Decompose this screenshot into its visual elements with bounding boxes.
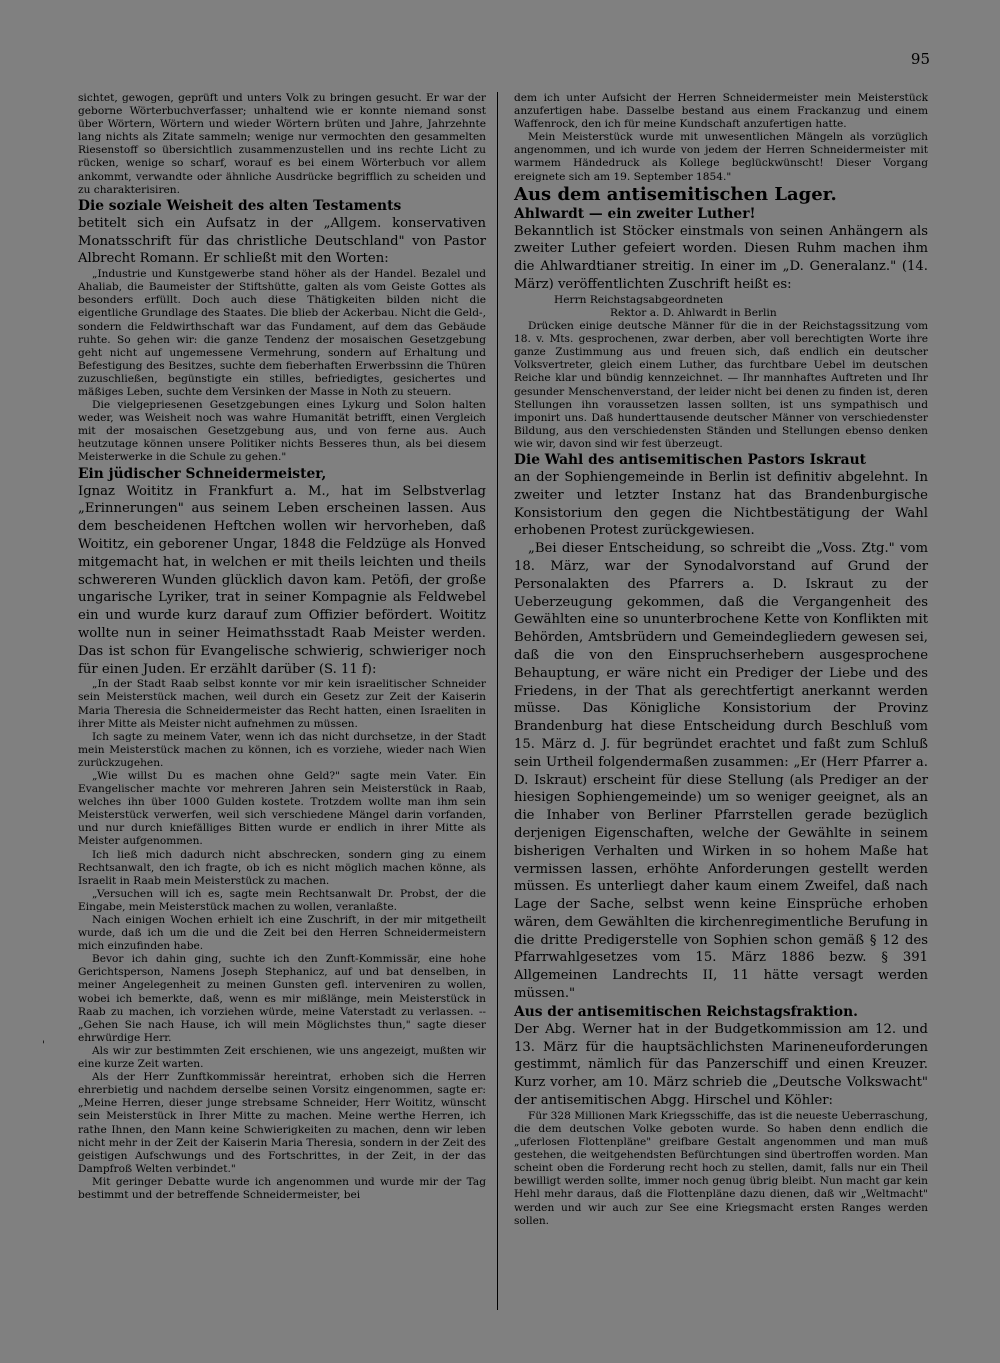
quote-paragraph: Als wir zur bestimmten Zeit erschienen, wie uns angezeigt, mußten wir eine kurze Zeit warten. <box>78 1044 486 1071</box>
quote-paragraph: „In der Stadt Raab selbst konnte vor mir kein israelitischer Schneider sein Meisterstück machen, weil durch ein Gesetz zur Zeit der Kaiserin Maria Theresia die Schneidermeister das Recht hatten, einen Israeliten in ihrer Mitte als Meister nicht aufnehmen zu müssen. <box>78 678 486 730</box>
quote-paragraph: „Industrie und Kunstgewerbe stand höher als der Handel. Bezalel und Ahaliab, die Baumeister der Stiftshütte, galten als vom Geiste Gottes als besonders erfüllt. Doch auch diese Thätigkeiten bilden nicht die eigentliche Grundlage des Staates. Die blieb der Ackerbau. Nicht die Geld-, sondern die Feldwirthschaft war das Fundament, auf dem das Gebäude ruhte. So gehen wir: die ganze Tendenz der mosaischen Gesetzgebung geht nicht auf ungemessene Vermehrung, sondern auf Erhaltung und Befestigung des Besitzes, suchte dem fieberhaften Erwerbssinn die Thüren zuzuschließen, begünstigte ein stilles, befriedigtes, gesichertes und mäßiges Leben, suchte dem Versinken der Masse in Noth zu steuern. <box>78 268 486 398</box>
margin-mark: ' <box>42 1040 45 1051</box>
quote-paragraph: Mein Meisterstück wurde mit unwesentlichen Mängeln als vorzüglich angenommen, und ich wurde von jedem der Herren Schneidermeister mit warmem Händedruck als Kollege beglückwünscht! Dieser Vorgang ereignete sich am 19. September 1854." <box>514 131 928 183</box>
quote-paragraph: „Wie willst Du es machen ohne Geld?" sagte mein Vater. Ein Evangelischer machte vor mehreren Jahren sein Meisterstück in Raab, welches ihn über 1000 Gulden kostete. Trotzdem wollte man ihm sein Meisterstück verwerfen, weil sich verschiedene Mängel darin vorfanden, und nur durch kniefälliges Bitten wurde er endlich in ihrer Mitte als Meister aufgenommen. <box>78 769 486 848</box>
section-heading: Die Wahl des antisemitischen Pastors Iskraut <box>514 451 867 468</box>
quote-paragraph: Als der Herr Zunftkommissär hereintrat, erhoben sich die Herren ehrerbietig und nachdem derselbe seinen Vorsitz eingenommen, sagte er: „Meine Herren, dieser junge strebsame Schneider, Herr Woititz, wünscht sein Meisterstück in Ihrer Mitte zu machen. Meine werthe Herren, ich rathe Ihnen, den Mann keine Schwierigkeiten zu machen, denn wir leben nicht mehr in der Zeit der Kaiserin Maria Theresia, sondern in der Zeit des geistigen Aufschwungs und des Fortschrittes, in der Zeit, in der das Dampfroß Welten verbindet." <box>78 1071 486 1175</box>
quote-paragraph: Drücken einige deutsche Männer für die in der Reichstagssitzung vom 18. v. Mts. gesprochenen, zwar derben, aber voll berechtigten Worte ihre ganze Zustimmung aus und freuen sich, daß endlich ein deutscher Volksvertreter, gleich einem Luther, das furchtbare Uebel im deutschen Reiche klar und bündig kennzeichnet. — Ihr mannhaftes Auftreten und Ihr gesunder Menschenverstand, der leider nicht bei denen zu finden ist, deren Stellungen ihn voraussetzen lassen sollten, ist uns sympathisch und imponirt uns. Daß hunderttausende deutscher Männer von verschiedenster Bildung, aus den verschiedensten Ständen und Stellungen ebenso denken wie wir, davon sind wir fest überzeugt. <box>514 320 928 450</box>
section-heading: Die soziale Weisheit des alten Testaments <box>78 197 402 214</box>
address-line: Herrn Reichstagsabgeordneten <box>554 293 724 306</box>
page-number: 95 <box>910 50 930 68</box>
quote-paragraph: „Versuchen will ich es, sagte mein Rechtsanwalt Dr. Probst, der die Eingabe, mein Meisterstück machen zu wollen, veranlaßte. <box>78 887 486 913</box>
paragraph: an der Sophiengemeinde in Berlin ist definitiv abgelehnt. In zweiter und letzter Instanz hat das Brandenburgische Konsistorium den gegen die Nichtbestätigung der Wahl erhobenen Protest zurückgewiesen. <box>514 469 928 539</box>
address-line: Rektor a. D. Ahlwardt in Berlin <box>610 306 777 319</box>
quote-paragraph: Die vielgepriesenen Gesetzgebungen eines Lykurg und Solon halten weder, was Weisheit noch was wahre Humanität betrifft, einen Vergleich mit der mosaischen Gesetzgebung aus, und von ferne aus. Auch heutzutage können unsere Politiker nichts Besseres thun, als bei diesem Meisterwerke in die Schule zu gehen." <box>78 399 486 464</box>
quote-paragraph: Mit geringer Debatte wurde ich angenommen und wurde mir der Tag bestimmt und der betreffende Schneidermeister, bei <box>78 1175 486 1201</box>
paragraph: Der Abg. Werner hat in der Budgetkommission am 12. und 13. März für die hauptsächlichsten Marineneuforderungen gestimmt, nämlich für das Panzerschiff und einen Kreuzer. Kurz vorher, am 10. März schrieb die „Deutsche Volkswacht" der antisemitischen Abgg. Hirschel und Köhler: <box>514 1021 928 1109</box>
column-divider <box>497 92 498 1310</box>
quote-paragraph: Bevor ich dahin ging, suchte ich den Zunft-Kommissär, eine hohe Gerichtsperson, Namens Joseph Stephanicz, auf und bat denselben, in meiner Angelegenheit zu meinen Gunsten gefl. interveniren zu wollen, wobei ich bemerkte, daß, wenn es mir mißlänge, mein Meisterstück in Raab zu machen, ich vorziehen würde, meine Vaterstadt zu verlassen. -- „Gehen Sie nach Hause, ich will mein Möglichstes thun," sagte dieser ehrwürdige Herr. <box>78 953 486 1044</box>
section-heading: Ahlwardt — ein zweiter Luther! <box>514 205 756 222</box>
paragraph: Bekanntlich ist Stöcker einstmals von seinen Anhängern als zweiter Luther gefeiert worden. Diesen Ruhm machen ihm die Ahlwardtianer streitig. In einer im „D. Generalanz." (14. März) veröffentlichten Zuschrift heißt es: <box>514 223 928 293</box>
quote-paragraph: Für 328 Millionen Mark Kriegsschiffe, das ist die neueste Ueberraschung, die dem deutschen Volke geboten wurde. So haben denn endlich die „uferlosen Flottenpläne" greifbare Gestalt angenommen und man muß gestehen, die weitgehendsten Befürchtungen sind übertroffen worden. Man scheint oben die Forderung recht hoch zu stellen, damit, falls nur ein Theil bewilligt werden sollte, immer noch genug übrig bleibt. Nun macht gar kein Hehl mehr daraus, daß die Flottenpläne dazu dienen, daß wir „Weltmacht" werden und wir auch zur See eine Kriegsmacht ersten Ranges werden sollen. <box>514 1109 928 1227</box>
quote-paragraph: Nach einigen Wochen erhielt ich eine Zuschrift, in der mir mitgetheilt wurde, daß ich um die und die Zeit bei den Herren Schneidermeistern mich einzufinden habe. <box>78 914 486 953</box>
paragraph: „Bei dieser Entscheidung, so schreibt die „Voss. Ztg." vom 18. März, war der Synodalvorstand auf Grund der Personalakten des Pfarrers a. D. Iskraut zu der Ueberzeugung gekommen, daß die Vergangenheit des Gewählten eine so ununterbrochene Kette von Konflikten mit Behörden, Amtsbrüdern und Gemeindegliedern gewesen sei, daß die von den Einspruchserhebern ausgesprochene Behauptung, er wäre nicht ein Prediger der Liebe und des Friedens, in der That als gerechtfertigt anerkannt werden müsse. Das Königliche Konsistorium der Provinz Brandenburg hat diese Entscheidung durch Beschluß vom 15. März d. J. für begründet erachtet und faßt zum Schluß sein Urtheil folgendermaßen zusammen: „Er (Herr Pfarrer a. D. Iskraut) erscheint für diese Stellung (als Prediger an der hiesigen Sophiengemeinde) um so weniger geeignet, als an die Inhaber von Berliner Pfarrstellen gerade bezüglich derjenigen Eigenschaften, welche der Gewählte in seinem bisherigen Verhalten und Wirken in so hohem Maße hat vermissen lassen, erhöhte Anforderungen gestellt werden müssen. Es unterliegt daher kaum einem Zweifel, daß nach Lage der Sache, selbst wenn keine Einsprüche erhoben wären, dem Gewählten die kirchenregimentliche Berufung in die dritte Predigerstelle von Sophien schon gemäß § 12 des Pfarrwahlgesetzes vom 15. März 1886 bezw. § 391 Allgemeinen Landrechts II, 11 hätte versagt werden müssen." <box>514 541 928 1002</box>
right-column <box>514 92 928 1228</box>
quote-paragraph: dem ich unter Aufsicht der Herren Schneidermeister mein Meisterstück anzufertigen habe. Dasselbe bestand aus einem Frackanzug und einem Waffenrock, den ich für meine Kundschaft anzufertigen hatte. <box>514 92 928 131</box>
section-title: Aus dem antisemitischen Lager. <box>514 183 837 205</box>
section-heading: Ein jüdischer Schneidermeister, <box>78 465 327 482</box>
section-heading: Aus der antisemitischen Reichstagsfraktion. <box>514 1003 858 1020</box>
paragraph: betitelt sich ein Aufsatz in der „Allgem. konservativen Monatsschrift für das christliche Deutschland" von Pastor Albrecht Romann. Er schließt mit den Worten: <box>78 215 486 267</box>
quote-paragraph: Ich sagte zu meinem Vater, wenn ich das nicht durchsetze, in der Stadt mein Meisterstück machen zu können, ich es vorziehe, wieder nach Wien zurückzugehen. <box>78 730 486 769</box>
left-column <box>78 92 486 1202</box>
paragraph: sichtet, gewogen, geprüft und unters Volk zu bringen gesucht. Er war der geborne Wörterbuchverfasser; unhaltend wie er konnte niemand sonst über Wörtern, Wörtern und wieder Wörtern brüten und Jahre, Jahrzehnte lang nichts als Zitate sammeln; wenige nur vermochten den gesammelten Riesenstoff so übersichtlich zusammenzustellen und ins rechte Licht zu rücken, wenige so scharf, worauf es bei einem Wörterbuch vor allem ankommt, verwandte oder ähnliche Ausdrücke begrifflich zu scheiden und zu charakterisiren. <box>78 92 486 196</box>
quote-paragraph: Ich ließ mich dadurch nicht abschrecken, sondern ging zu einem Rechtsanwalt, den ich fragte, ob ich es nicht möglich machen könne, als Israelit in Raab mein Meisterstück zu machen. <box>78 848 486 887</box>
paragraph: Ignaz Woititz in Frankfurt a. M., hat im Selbstverlag „Erinnerungen" aus seinem Leben erscheinen lassen. Aus dem bescheidenen Heftchen wollen wir hervorheben, daß Woititz, ein geborener Ungar, 1848 die Feldzüge als Honved mitgemacht hat, in welchen er mit theils leichten und theils schwereren Wunden glücklich davon kam. Petöfi, der große ungarische Lyriker, trat in seiner Kompagnie als Feldwebel ein und wurde kurz darauf zum Offizier befördert. Woititz wollte nun in seiner Heimathsstadt Raab Meister werden. Das ist schon für Evangelische schwierig, schwieriger noch für einen Juden. Er erzählt darüber (S. 11 f): <box>78 483 486 677</box>
